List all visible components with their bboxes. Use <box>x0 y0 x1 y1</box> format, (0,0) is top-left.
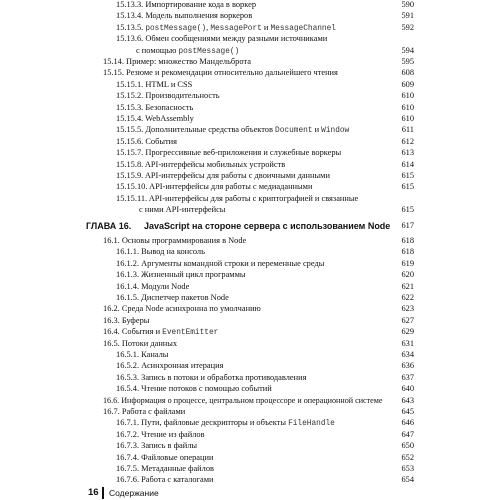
toc-entry-title: 16.3. Буферы <box>103 315 150 325</box>
toc-entry-title: 16.7.4. Файловые операции <box>116 452 214 462</box>
toc-entry-page: 610 <box>401 114 414 123</box>
toc-entry-title: 15.15.9. API-интерфейсы для работы с двоичными данными <box>116 171 330 180</box>
toc-entry-title: 16.4. События и EventEmitter <box>103 327 219 338</box>
toc-entry-page: 610 <box>401 91 414 101</box>
toc-entry-title: 16.5.2. Асинхронная итерация <box>116 361 224 371</box>
toc-entry-page: 652 <box>401 452 414 462</box>
toc-entry-page: 627 <box>401 315 414 325</box>
toc-entry-title: 16.5.1. Каналы <box>116 350 169 359</box>
toc-entry-page: 595 <box>401 57 414 66</box>
toc-entry-page: 612 <box>401 136 414 146</box>
toc-entry-page: 609 <box>401 79 414 89</box>
toc-entry-title: 15.15.7. Прогрессивные веб-приложения и служебные воркеры <box>116 148 342 158</box>
toc-entry-page: 618 <box>401 247 414 257</box>
toc-entry-title: 15.15.5. Дополнительные средства объектов Document и Window <box>116 125 350 136</box>
toc-entry-title: 15.15.2. Производительность <box>116 91 220 101</box>
toc-entry-title: 15.15.11. API-интерфейсы для работы с криптографией и связанные <box>116 193 359 203</box>
toc-entry-page: 621 <box>401 281 414 291</box>
toc-entry-page: 618 <box>401 236 414 245</box>
toc-entry-page: 654 <box>401 475 414 485</box>
toc-entry-title: 16.7.2. Чтение из файлов <box>116 429 205 439</box>
toc-entry-page: 623 <box>401 304 414 314</box>
toc-entry-title: 15.13.4. Модель выполнения воркеров <box>116 11 253 21</box>
toc-entry-page: 591 <box>401 11 414 21</box>
footer-page-number: 16 <box>88 487 99 498</box>
toc-entry-title: 15.15.10. API-интерфейсы для работы с медиаданными <box>116 182 313 192</box>
toc-entry-page: 640 <box>401 384 414 394</box>
chapter-title: JavaScript на стороне сервера с использованием Node <box>144 221 391 231</box>
toc-entry-page: 653 <box>401 464 414 473</box>
toc-entry-title: 15.15.8. API-интерфейсы мобильных устройств <box>116 159 286 169</box>
toc-entry-page: 615 <box>401 182 414 192</box>
toc-entry-title: 16.5.4. Чтение потоков с помощью событий <box>116 384 272 394</box>
toc-entry-title: 16.1.1. Вывод на консоль <box>116 247 205 257</box>
toc-entry-title: 16.1. Основы программирования в Node <box>103 236 247 245</box>
toc-entry-title: с помощью postMessage() <box>136 45 240 56</box>
toc-entry-title: 16.1.5. Диспетчер пакетов Node <box>116 293 229 302</box>
toc-entry-page: 613 <box>401 148 414 158</box>
toc-entry-title: 16.7.3. Запись в файлы <box>116 441 198 451</box>
toc-entry-title: 15.13.5. postMessage(), MessagePort и MessageChannel <box>116 22 336 33</box>
toc-entry-page: 608 <box>401 68 414 78</box>
toc-entry-title: 16.5. Потоки данных <box>103 338 178 348</box>
toc-entry-title: 16.1.3. Жизненный цикл программы <box>116 270 246 280</box>
chapter-label: ГЛАВА 16. <box>86 221 132 231</box>
toc-entry-page: 634 <box>401 350 414 359</box>
toc-entry-page: 645 <box>401 407 414 416</box>
toc-entry-title: 16.7. Работа с файлами <box>103 407 186 416</box>
chapter-heading <box>86 220 414 232</box>
toc-entry-title: 15.15.3. Безопасность <box>116 102 194 112</box>
toc-entry-page: 637 <box>401 372 414 382</box>
toc-entry-title: 16.2. Среда Node асинхронна по умолчанию <box>103 304 261 314</box>
toc-entry-page: 631 <box>401 338 414 348</box>
toc-entry-title: 15.13.6. Обмен сообщениями между разными источниками <box>116 34 328 44</box>
toc-entry-title: 15.13.3. Импортирование кода в воркер <box>116 0 257 9</box>
footer-section-title: Содержание <box>109 488 159 498</box>
toc-entry-page: 610 <box>401 102 414 112</box>
toc-entry-page: 615 <box>401 205 414 215</box>
toc-entry-title: 16.7.5. Метаданные файлов <box>116 464 214 473</box>
toc-entry-page: 629 <box>401 327 414 337</box>
toc-entry-page: 636 <box>401 361 414 371</box>
toc-entry-page: 646 <box>401 418 414 428</box>
toc-entry-title: 15.15.4. WebAssembly <box>116 114 194 123</box>
toc-entry-page: 619 <box>401 258 414 268</box>
toc-entry-title: 15.14. Пример: множество Мандельброта <box>103 57 251 66</box>
toc-entry-title: с ними API-интерфейсы <box>139 205 226 215</box>
toc-entry-page: 592 <box>401 22 414 32</box>
toc-entry-title: 15.15. Резюме и рекомендации относительно дальнейшего чтения <box>103 68 338 78</box>
toc-entry-title: 15.15.6. События <box>116 136 177 146</box>
toc-entry-title: 16.5.3. Запись в потоки и обработка противодавления <box>116 372 307 382</box>
chapter-page: 617 <box>401 221 414 230</box>
toc-entry-page: 611 <box>401 125 414 135</box>
toc-entry-page: 614 <box>401 159 414 169</box>
toc-entry-page: 650 <box>401 441 414 451</box>
toc-entry-page: 615 <box>401 171 414 180</box>
toc-entry-title: 15.15.1. HTML и CSS <box>116 79 193 89</box>
toc-entry-title: 16.1.2. Аргументы командной строки и переменные среды <box>116 258 325 268</box>
toc-entry-page: 622 <box>401 293 414 302</box>
toc-entry-title: 16.1.4. Модули Node <box>116 281 190 291</box>
toc-entry-page: 643 <box>401 395 414 405</box>
toc-entry-page: 590 <box>401 0 414 9</box>
toc-entry-page: 620 <box>401 270 414 280</box>
toc-entry-title: 16.7.1. Пути, файловые дескрипторы и объекты FileHandle <box>116 418 335 429</box>
toc-entry-page: 594 <box>401 45 414 55</box>
toc-entry-page: 647 <box>401 429 414 439</box>
toc-entry-title: 16.7.6. Работа с каталогами <box>116 475 214 485</box>
footer-divider <box>102 487 104 499</box>
toc-entry-title: 16.6. Информация о процессе, центральном процессоре и операционной системе <box>103 395 383 405</box>
